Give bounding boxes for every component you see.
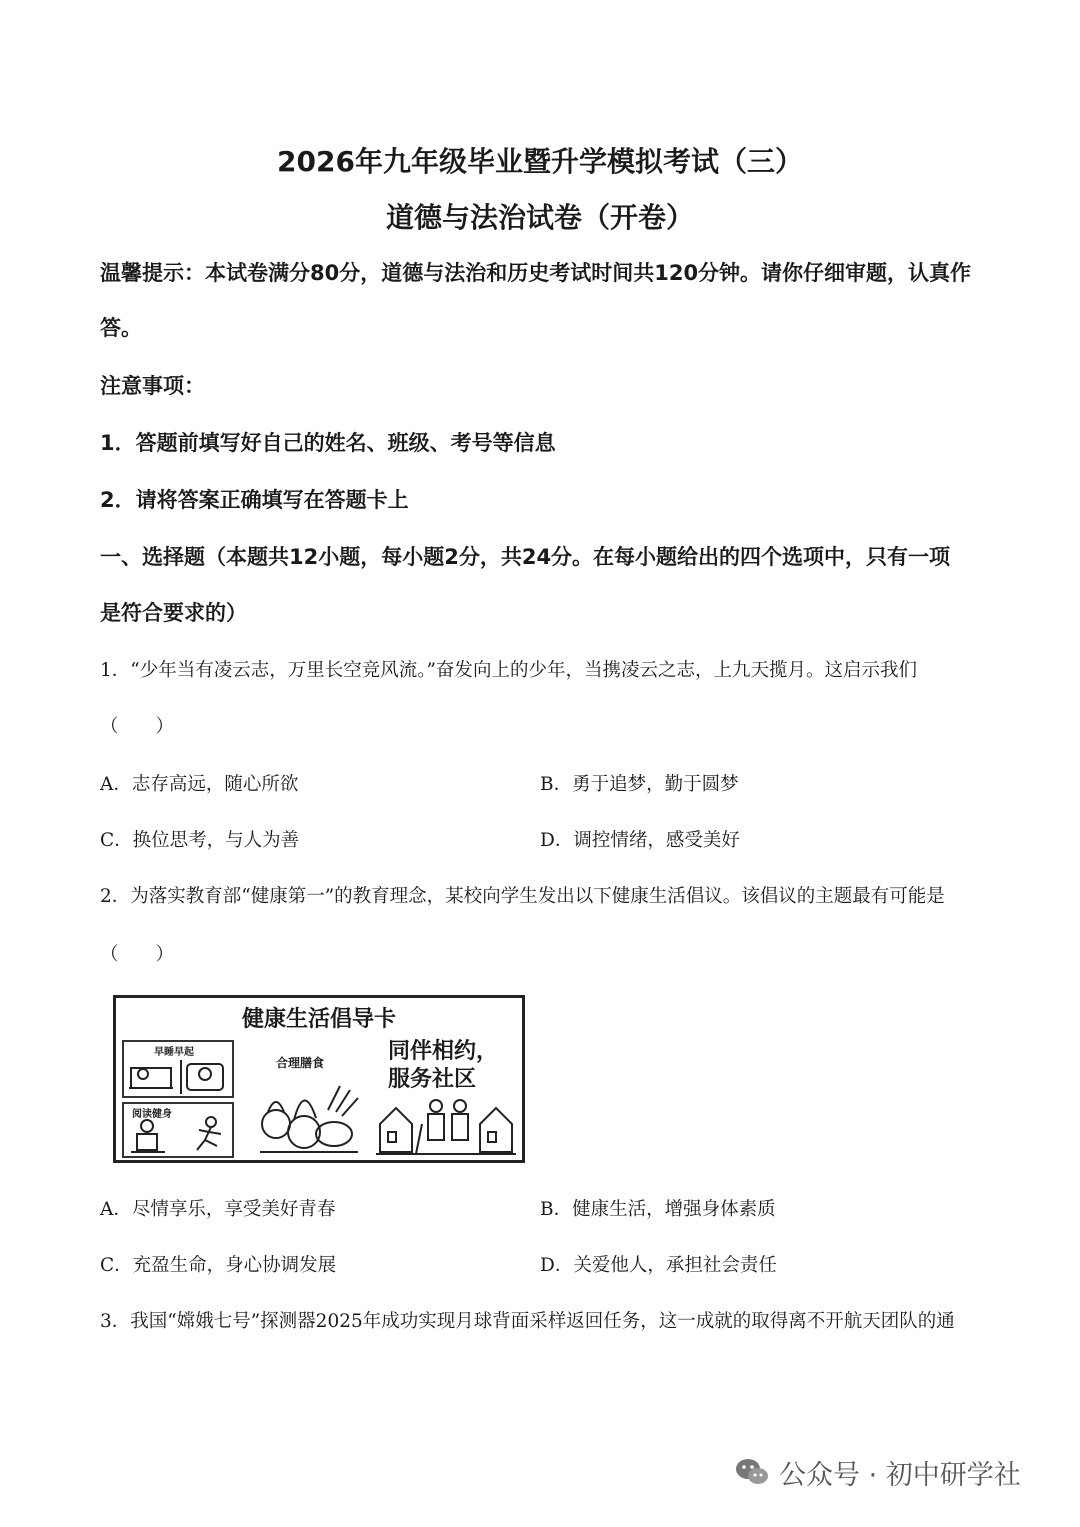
section1-line-2: 是符合要求的） [100,601,247,625]
health-card-title: 健康生活倡导卡 [241,1007,396,1032]
notice-item-1: 1．答题前填写好自己的姓名、班级、考号等信息 [100,431,556,455]
notice-item-2: 2．请将答案正确填写在答题卡上 [100,488,409,512]
question-1-option-c: C．换位思考，与人为善 [100,830,300,851]
watermark-text: 公众号 · 初中研学社 [779,1459,1021,1491]
exam-title: 2026年九年级毕业暨升学模拟考试（三） [277,145,803,178]
question-2-paren: （ ） [100,944,175,965]
health-card [113,995,525,1163]
question-1-option-d: D．调控情绪，感受美好 [540,830,740,851]
question-3-stem: 3．我国“嫦娥七号”探测器2025年成功实现月球背面采样返回任务，这一成就的取得离不开航天团队的通 [100,1311,955,1332]
section1-line-1: 一、选择题（本题共12小题，每小题2分，共24分。在每小题给出的四个选项中，只有一项 [100,545,951,569]
sleep-panel [122,1040,234,1098]
reading-panel-label: 阅读健身 [132,1109,172,1120]
tips-line-2: 答。 [100,316,142,340]
community-line-1: 同伴相约， [388,1039,499,1064]
vegetables-icon [254,1072,364,1158]
question-2-option-a: A．尽情享乐，享受美好青春 [100,1199,336,1220]
community-line-2: 服务社区 [388,1067,477,1092]
community-scene-icon [376,1094,516,1158]
question-1-option-b: B．勇于追梦，勤于圆梦 [540,774,739,795]
watermark [735,1452,1021,1492]
question-1-stem: 1．“少年当有凌云志，万里长空竞风流。”奋发向上的少年，当携凌云之志，上九天揽月。这启示我们 [100,660,917,681]
notice-heading: 注意事项： [100,374,205,398]
reading-exercise-icon [125,1116,233,1156]
bed-icon [125,1056,233,1096]
question-2-option-b: B．健康生活，增强身体素质 [540,1199,776,1220]
wechat-icon [735,1457,769,1487]
question-2-stem: 2．为落实教育部“健康第一”的教育理念，某校向学生发出以下健康生活倡议。该倡议的主题最有可能是 [100,886,945,907]
tips-line-1: 温馨提示：本试卷满分80分，道德与法治和历史考试时间共120分钟。请你仔细审题，认真作 [100,261,972,285]
reading-panel [122,1102,234,1158]
question-2-option-c: C．充盈生命，身心协调发展 [100,1255,337,1276]
exam-subtitle: 道德与法治试卷（开卷） [385,201,694,234]
question-2-option-d: D．关爱他人，承担社会责任 [540,1255,777,1276]
question-1-paren: （ ） [100,716,175,737]
diet-label: 合理膳食 [276,1056,325,1070]
question-1-option-a: A．志存高远，随心所欲 [100,774,299,795]
sleep-panel-label: 早睡早起 [154,1047,194,1058]
